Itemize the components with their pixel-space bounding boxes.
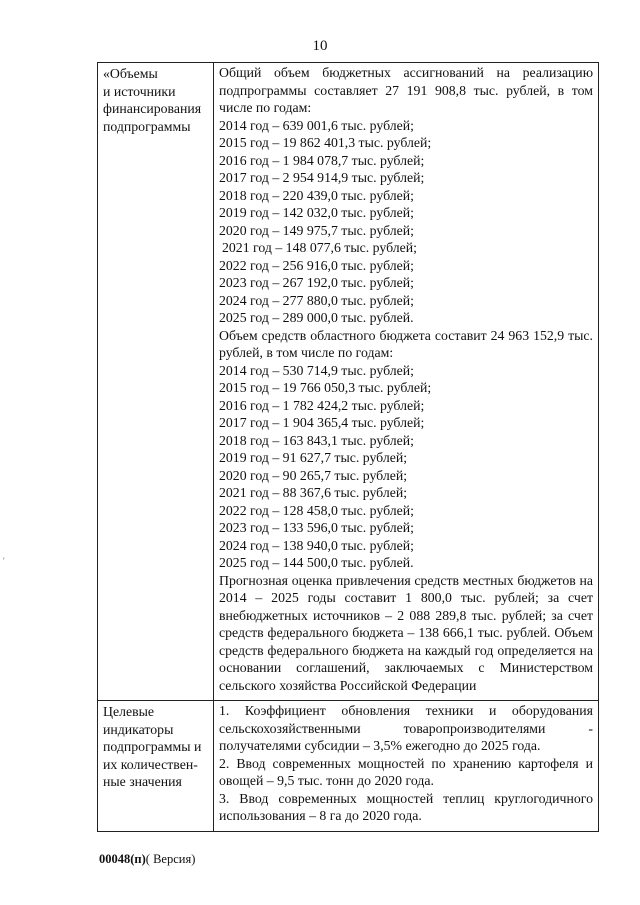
row-label-text: Целевые индикаторы подпрограммы и их количествен- ные значения <box>103 704 202 789</box>
page-number: 10 <box>312 38 328 54</box>
year-line: 2020 год – 90 265,7 тыс. рублей; <box>219 467 408 483</box>
document-footer <box>99 852 195 867</box>
year-line: 2016 год – 1 782 424,2 тыс. рублей; <box>219 397 425 413</box>
year-line: 2015 год – 19 862 401,3 тыс. рублей; <box>219 135 432 150</box>
year-line: 2021 год – 88 367,6 тыс. рублей; <box>219 485 408 500</box>
year-line: 2015 год – 19 766 050,3 тыс. рублей; <box>219 380 432 395</box>
row-label <box>98 63 214 701</box>
year-line: 2018 год – 163 843,1 тыс. рублей; <box>219 432 414 448</box>
year-line: 2024 год – 277 880,0 тыс. рублей; <box>219 292 414 308</box>
footer-code: 00048(п) <box>99 852 146 866</box>
year-line: 2014 год – 639 001,6 тыс. рублей; <box>219 117 414 133</box>
indicator-item: 2. Ввод современных мощностей по хранению картофеля и овощей – 9,5 тыс. тонн до 2020 года. <box>219 755 593 788</box>
year-line: 2017 год – 1 904 365,4 тыс. рублей; <box>219 415 425 430</box>
year-line: 2023 год – 267 192,0 тыс. рублей; <box>219 275 414 290</box>
total-years-list <box>219 117 593 327</box>
row-content <box>214 63 599 701</box>
year-line: 2019 год – 142 032,0 тыс. рублей; <box>219 205 414 220</box>
row-label <box>98 701 214 832</box>
row-content <box>214 701 599 832</box>
year-line: 2022 год – 256 916,0 тыс. рублей; <box>219 257 414 273</box>
year-line: 2020 год – 149 975,7 тыс. рублей; <box>219 222 414 238</box>
year-line: 2017 год – 2 954 914,9 тыс. рублей; <box>219 170 425 185</box>
row-label-text: «Объемы и источники финансирования подпрограммы <box>103 66 202 134</box>
footer-version: ( Версия) <box>145 852 196 866</box>
funding-closing-paragraph: Прогнозная оценка привлечения средств местных бюджетов на 2014 – 2025 годы составит 1 800,0 тыс. рублей; за счет внебюджетных источников – 2 088 289,8 тыс. рублей; за счет средств федерального бюджета – 138 666,1 тыс. рублей. Объем средств федерального бюджета на каждый год определяется на основании соглашений, заключаемых с Министерством сельского хозяйства Российской Федерации <box>219 572 593 693</box>
year-line: 2021 год – 148 077,6 тыс. рублей; <box>222 240 417 255</box>
year-line: 2023 год – 133 596,0 тыс. рублей; <box>219 520 414 535</box>
passport-table <box>97 62 599 832</box>
stray-mark: ' <box>3 556 5 566</box>
regional-years-list <box>219 362 593 572</box>
year-line: 2025 год – 144 500,0 тыс. рублей. <box>219 555 414 570</box>
indicator-item: 1. Коэффициент обновления техники и оборудования сельскохозяйственными товаропроизводителями - получателями субсидии – 3,5% ежегодно до 2025 года. <box>219 703 593 753</box>
year-line: 2016 год – 1 984 078,7 тыс. рублей; <box>219 152 425 168</box>
year-line: 2025 год – 289 000,0 тыс. рублей. <box>219 310 414 325</box>
year-line: 2019 год – 91 627,7 тыс. рублей; <box>219 450 408 465</box>
indicator-item: 3. Ввод современных мощностей теплиц круглогодичного использования – 8 га до 2020 года. <box>219 790 593 823</box>
total-intro: Общий объем бюджетных ассигнований на реализацию подпрограммы составляет 27 191 908,8 тыс. рублей, в том числе по годам: <box>219 65 593 115</box>
table-row <box>98 701 599 832</box>
year-line: 2014 год – 530 714,9 тыс. рублей; <box>219 362 414 378</box>
year-line: 2024 год – 138 940,0 тыс. рублей; <box>219 537 414 553</box>
regional-intro: Объем средств областного бюджета составит 24 963 152,9 тыс. рублей, в том числе по годам: <box>219 327 593 360</box>
year-line: 2018 год – 220 439,0 тыс. рублей; <box>219 187 414 203</box>
year-line: 2022 год – 128 458,0 тыс. рублей; <box>219 502 414 518</box>
table-row <box>98 63 599 701</box>
